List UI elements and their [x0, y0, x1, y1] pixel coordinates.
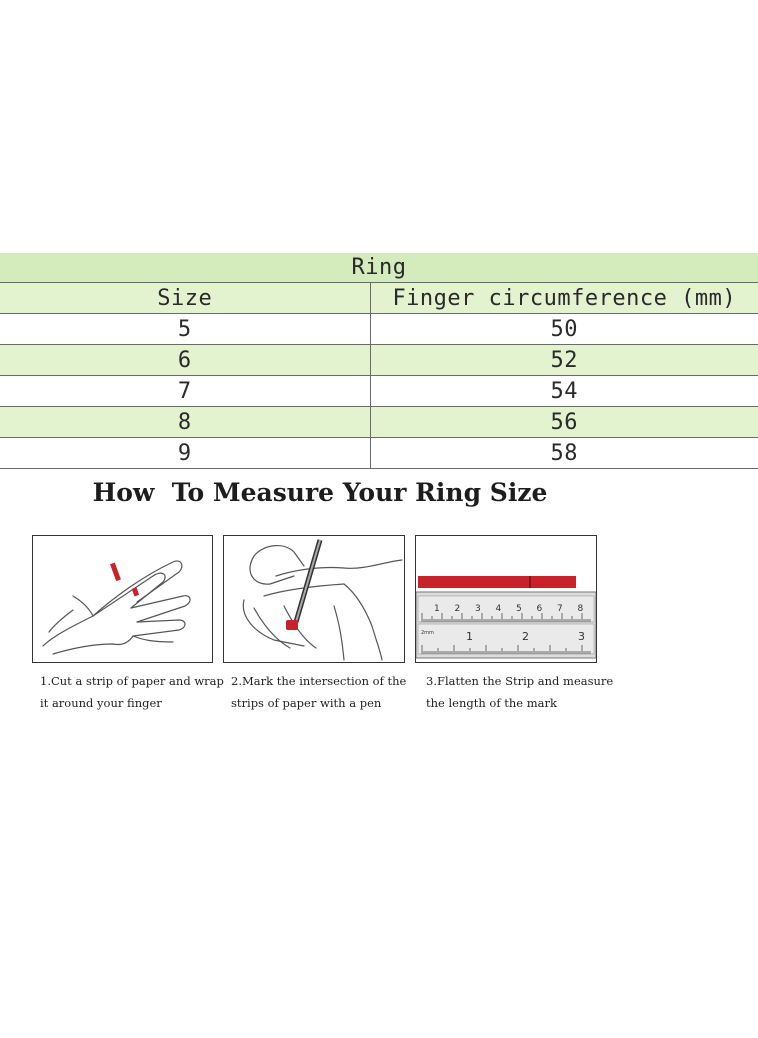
ruler-top-number: 4	[495, 604, 502, 614]
table-title-row	[0, 253, 758, 283]
ruler-unit-label: 2mm	[421, 630, 434, 636]
table-row	[0, 314, 758, 345]
table-row	[0, 407, 758, 438]
step-3-illustration	[415, 535, 597, 663]
header-circumference: Finger circumference (mm)	[370, 283, 758, 314]
paper-strip	[418, 576, 576, 588]
table-row	[0, 376, 758, 407]
table-title: Ring	[0, 253, 758, 283]
measure-heading: How To Measure Your Ring Size	[92, 478, 548, 507]
pen-mark-icon	[224, 536, 404, 662]
step-2-caption	[231, 670, 421, 714]
step-3-line-1: 3.Flatten the Strip and measure	[426, 674, 614, 688]
step-1-illustration	[32, 535, 213, 663]
table-header-row	[0, 283, 758, 314]
size-cell: 9	[0, 438, 370, 469]
step-1-line-1: 1.Cut a strip of paper and wrap	[40, 674, 224, 688]
circumference-cell: 54	[370, 376, 758, 407]
ruler-bottom-number: 1	[466, 630, 473, 643]
size-cell: 6	[0, 345, 370, 376]
ring-size-table	[0, 253, 758, 469]
ruler-bottom-number: 3	[578, 630, 585, 643]
ruler-top-number: 3	[475, 604, 481, 614]
size-cell: 8	[0, 407, 370, 438]
step-2-line-2: strips of paper with a pen	[231, 696, 382, 710]
step-1-line-2: it around your finger	[40, 696, 162, 710]
ruler-top-number: 7	[557, 604, 563, 614]
ruler-top-number: 5	[516, 604, 522, 614]
circumference-cell: 52	[370, 345, 758, 376]
ruler-top-number: 1	[434, 604, 440, 614]
circumference-cell: 58	[370, 438, 758, 469]
step-3-caption	[426, 670, 616, 714]
step-1-caption	[40, 670, 230, 714]
size-cell: 5	[0, 314, 370, 345]
step-2-illustration	[223, 535, 405, 663]
ruler-top-number: 2	[454, 604, 461, 614]
step-2-line-1: 2.Mark the intersection of the	[231, 674, 407, 688]
ruler-bottom-number: 2	[522, 630, 529, 643]
table-row	[0, 438, 758, 469]
ruler-top-number: 6	[536, 604, 543, 614]
circumference-cell: 50	[370, 314, 758, 345]
header-size: Size	[0, 283, 370, 314]
size-cell: 7	[0, 376, 370, 407]
ruler-icon	[416, 536, 596, 662]
step-3-line-2: the length of the mark	[426, 696, 557, 710]
circumference-cell: 56	[370, 407, 758, 438]
table-row	[0, 345, 758, 376]
ruler-top-number: 8	[577, 604, 584, 614]
hand-wrap-icon	[33, 536, 212, 662]
